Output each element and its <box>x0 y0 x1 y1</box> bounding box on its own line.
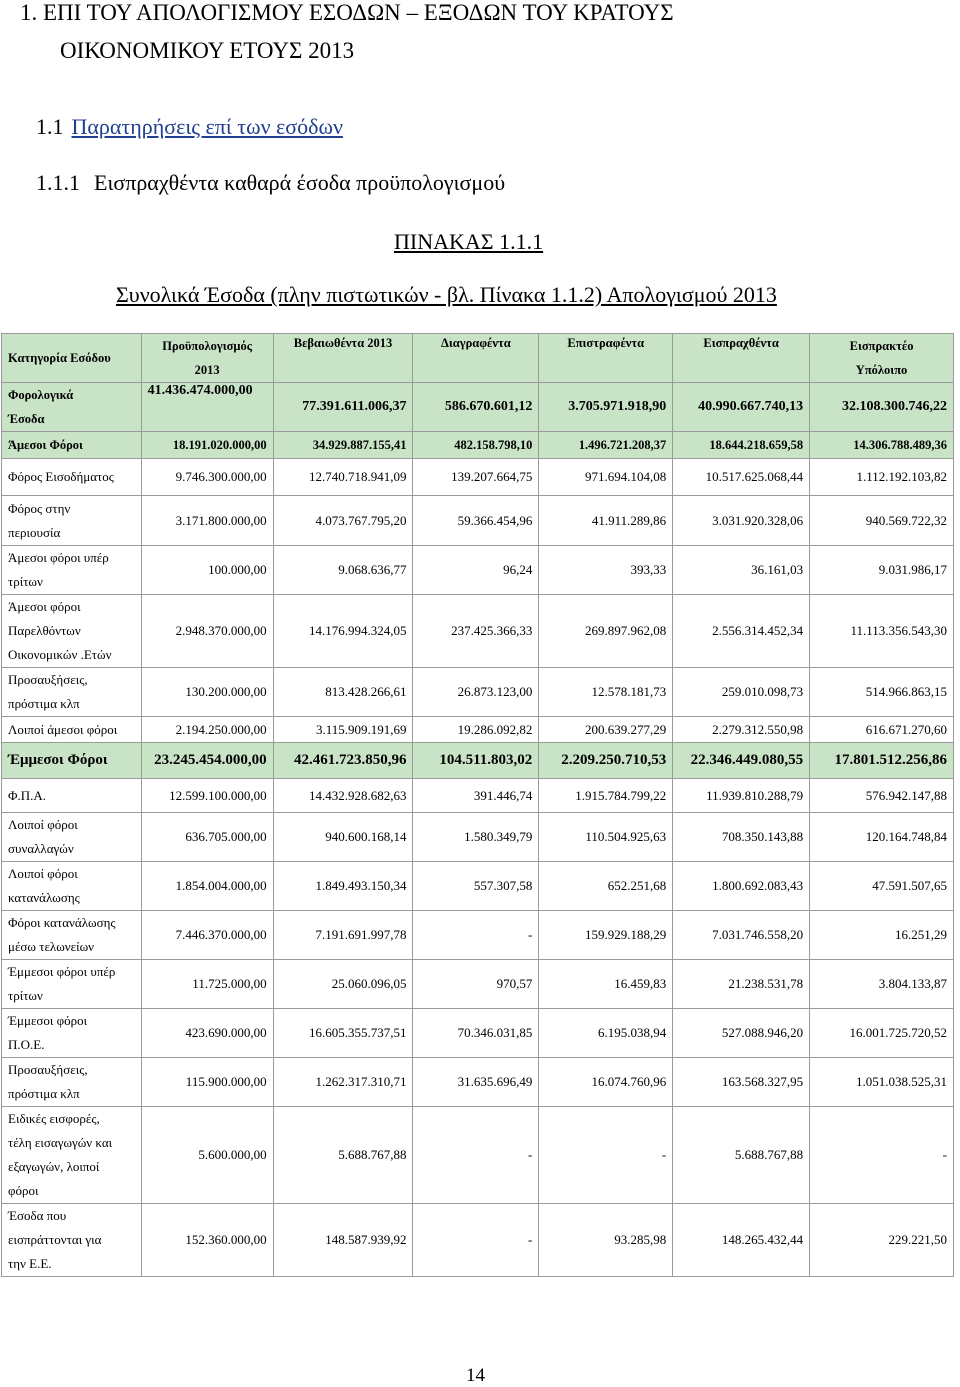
cell-collected: 163.568.327,95 <box>673 1058 810 1107</box>
cell-certified: 148.587.939,92 <box>273 1204 413 1277</box>
cell-refunded: 393,33 <box>539 546 673 595</box>
group-receivable: 14.306.788.489,36 <box>810 432 954 459</box>
table-row <box>2 546 954 595</box>
row-label <box>2 960 142 1009</box>
cell-certified: 12.740.718.941,09 <box>273 459 413 496</box>
row-label-line: τρίτων <box>8 574 43 589</box>
cell-certified: 14.176.994.324,05 <box>273 595 413 668</box>
total-label: Φορολογικά Έσοδα <box>2 383 142 432</box>
cell-deleted: 391.446,74 <box>413 779 539 813</box>
table-row <box>2 911 954 960</box>
cell-refunded: 1.915.784.799,22 <box>539 779 673 813</box>
row-label-line: Φ.Π.Α. <box>8 787 47 803</box>
cell-certified: 4.073.767.795,20 <box>273 496 413 546</box>
row-label <box>2 668 142 717</box>
row-label <box>2 911 142 960</box>
cell-budget: 2.194.250.000,00 <box>141 717 273 743</box>
group-collected: 18.644.218.659,58 <box>673 432 810 459</box>
cell-receivable: - <box>810 1107 954 1204</box>
cell-refunded: 269.897.962,08 <box>539 595 673 668</box>
cell-deleted: - <box>413 911 539 960</box>
cell-refunded: 110.504.925,63 <box>539 813 673 862</box>
group-deleted: 482.158.798,10 <box>413 432 539 459</box>
cell-collected: 21.238.531,78 <box>673 960 810 1009</box>
table-caption: ΠΙΝΑΚΑΣ 1.1.1 <box>394 229 544 254</box>
cell-refunded: - <box>539 1107 673 1204</box>
cell-certified: 1.849.493.150,34 <box>273 862 413 911</box>
row-label-line: Έμμεσοι φόροι <box>8 1013 88 1028</box>
row-label <box>2 1107 142 1204</box>
table-row <box>2 717 954 743</box>
row-label-line: φόροι <box>8 1183 39 1198</box>
cell-collected: 2.279.312.550,98 <box>673 717 810 743</box>
table-row <box>2 1009 954 1058</box>
cell-refunded: 12.578.181,73 <box>539 668 673 717</box>
cell-certified: 25.060.096,05 <box>273 960 413 1009</box>
row-label-line: Ειδικές εισφορές, <box>8 1111 100 1126</box>
cell-budget: 115.900.000,00 <box>141 1058 273 1107</box>
row-label-line: Λοιποί φόροι <box>8 866 78 881</box>
row-label-line: συναλλαγών <box>8 841 74 856</box>
cell-collected: 259.010.098,73 <box>673 668 810 717</box>
cell-certified: 14.432.928.682,63 <box>273 779 413 813</box>
group-deleted: 104.511.803,02 <box>413 743 539 779</box>
row-label-line: Λοιποί φόροι <box>8 817 78 832</box>
cell-refunded: 93.285,98 <box>539 1204 673 1277</box>
cell-deleted: 970,57 <box>413 960 539 1009</box>
row-label-line: Φόρος στην <box>8 500 71 516</box>
cell-receivable: 940.569.722,32 <box>810 496 954 546</box>
row-label <box>2 1009 142 1058</box>
cell-certified: 1.262.317.310,71 <box>273 1058 413 1107</box>
cell-certified: 7.191.691.997,78 <box>273 911 413 960</box>
section-title-line1: 1. ΕΠΙ ΤΟΥ ΑΠΟΛΟΓΙΣΜΟΥ ΕΣΟΔΩΝ – ΕΞΟΔΩΝ ΤΟΥ ΚΡΑΤΟΥΣ <box>20 0 674 25</box>
header-certified: Βεβαιωθέντα 2013 <box>273 334 413 383</box>
table-row <box>2 1107 954 1204</box>
row-label-line: Έμμεσοι φόροι υπέρ <box>8 964 116 979</box>
subsubsection-title: Εισπραχθέντα καθαρά έσοδα προϋπολογισμού <box>94 170 506 195</box>
row-label-line: Προσαυξήσεις, <box>8 1062 88 1077</box>
group-label: Έμμεσοι Φόροι <box>2 743 142 779</box>
cell-deleted: 70.346.031,85 <box>413 1009 539 1058</box>
cell-deleted: 59.366.454,96 <box>413 496 539 546</box>
cell-receivable: 47.591.507,65 <box>810 862 954 911</box>
row-label-line: Π.Ο.Ε. <box>8 1037 45 1052</box>
cell-certified: 9.068.636,77 <box>273 546 413 595</box>
cell-refunded: 16.074.760,96 <box>539 1058 673 1107</box>
page-number: 14 <box>466 1365 485 1386</box>
table-row <box>2 1204 954 1277</box>
cell-receivable: 576.942.147,88 <box>810 779 954 813</box>
cell-deleted: 139.207.664,75 <box>413 459 539 496</box>
row-label-line: Οικονομικών .Ετών <box>8 647 112 662</box>
group-label: Άμεσοι Φόροι <box>2 432 142 459</box>
cell-certified: 5.688.767,88 <box>273 1107 413 1204</box>
cell-budget: 130.200.000,00 <box>141 668 273 717</box>
group-certified: 34.929.887.155,41 <box>273 432 413 459</box>
cell-collected: 708.350.143,88 <box>673 813 810 862</box>
cell-collected: 10.517.625.068,44 <box>673 459 810 496</box>
cell-certified: 16.605.355.737,51 <box>273 1009 413 1058</box>
cell-deleted: 26.873.123,00 <box>413 668 539 717</box>
cell-receivable: 3.804.133,87 <box>810 960 954 1009</box>
row-label-line: πρόστιμα κλπ <box>8 696 80 711</box>
cell-budget: 636.705.000,00 <box>141 813 273 862</box>
cell-receivable: 229.221,50 <box>810 1204 954 1277</box>
cell-certified: 940.600.168,14 <box>273 813 413 862</box>
cell-collected: 7.031.746.558,20 <box>673 911 810 960</box>
row-label <box>2 1058 142 1107</box>
group-refunded: 2.209.250.710,53 <box>539 743 673 779</box>
table-row <box>2 813 954 862</box>
cell-budget: 12.599.100.000,00 <box>141 779 273 813</box>
cell-deleted: 96,24 <box>413 546 539 595</box>
table-row <box>2 496 954 546</box>
row-label-line: τέλη εισαγωγών και <box>8 1135 113 1150</box>
row-label-line: Λοιποί άμεσοι φόροι <box>8 721 118 737</box>
row-label-line: εξαγωγών, λοιποί <box>8 1159 100 1174</box>
row-label <box>2 459 142 496</box>
cell-budget: 2.948.370.000,00 <box>141 595 273 668</box>
row-label-line: Έσοδα που <box>8 1208 67 1223</box>
cell-receivable: 616.671.270,60 <box>810 717 954 743</box>
table-row <box>2 862 954 911</box>
header-collected: Εισπραχθέντα <box>673 334 810 383</box>
cell-collected: 11.939.810.288,79 <box>673 779 810 813</box>
cell-budget: 1.854.004.000,00 <box>141 862 273 911</box>
cell-deleted: 237.425.366,33 <box>413 595 539 668</box>
table-subtitle: Συνολικά Έσοδα (πλην πιστωτικών - βλ. Πίνακα 1.1.2) Απολογισμού 2013 <box>116 282 777 307</box>
cell-budget: 152.360.000,00 <box>141 1204 273 1277</box>
cell-receivable: 11.113.356.543,30 <box>810 595 954 668</box>
cell-refunded: 200.639.277,29 <box>539 717 673 743</box>
cell-budget: 3.171.800.000,00 <box>141 496 273 546</box>
subsubsection-number: 1.1.1 <box>36 170 80 195</box>
row-label <box>2 595 142 668</box>
cell-deleted: - <box>413 1204 539 1277</box>
cell-receivable: 9.031.986,17 <box>810 546 954 595</box>
cell-receivable: 120.164.748,84 <box>810 813 954 862</box>
cell-collected: 3.031.920.328,06 <box>673 496 810 546</box>
subsubsection-heading <box>36 170 505 196</box>
row-label-line: την Ε.Ε. <box>8 1256 52 1271</box>
row-label <box>2 1204 142 1277</box>
total-certified: 77.391.611.006,37 <box>273 383 413 432</box>
group-certified: 42.461.723.850,96 <box>273 743 413 779</box>
header-budget: Προϋπολογισμός 2013 <box>141 334 273 383</box>
cell-refunded: 971.694.104,08 <box>539 459 673 496</box>
total-budget: 41.436.474.000,00 <box>141 383 273 432</box>
row-label <box>2 813 142 862</box>
cell-deleted: 1.580.349,79 <box>413 813 539 862</box>
subsection-heading <box>36 114 343 140</box>
table-row <box>2 595 954 668</box>
indirect-taxes-row <box>2 743 954 779</box>
table-row <box>2 1058 954 1107</box>
total-receivable: 32.108.300.746,22 <box>810 383 954 432</box>
cell-receivable: 1.051.038.525,31 <box>810 1058 954 1107</box>
cell-budget: 11.725.000,00 <box>141 960 273 1009</box>
cell-collected: 1.800.692.083,43 <box>673 862 810 911</box>
cell-budget: 9.746.300.000,00 <box>141 459 273 496</box>
table-row <box>2 960 954 1009</box>
row-label-line: Άμεσοι φόροι <box>8 599 81 614</box>
total-collected: 40.990.667.740,13 <box>673 383 810 432</box>
row-label-line: Παρελθόντων <box>8 623 81 638</box>
cell-receivable: 16.251,29 <box>810 911 954 960</box>
cell-refunded: 159.929.188,29 <box>539 911 673 960</box>
row-label-line: κατανάλωσης <box>8 890 80 905</box>
table-row <box>2 779 954 813</box>
group-budget: 18.191.020.000,00 <box>141 432 273 459</box>
cell-collected: 148.265.432,44 <box>673 1204 810 1277</box>
row-label-line: Φόρος Εισοδήματος <box>8 469 114 484</box>
cell-deleted: 19.286.092,82 <box>413 717 539 743</box>
cell-collected: 5.688.767,88 <box>673 1107 810 1204</box>
tax-revenue-total-row <box>2 383 954 432</box>
cell-refunded: 652.251,68 <box>539 862 673 911</box>
revenue-table <box>1 333 954 1277</box>
row-label-line: Φόροι κατανάλωσης <box>8 915 116 930</box>
group-budget: 23.245.454.000,00 <box>141 743 273 779</box>
table-row <box>2 668 954 717</box>
total-refunded: 3.705.971.918,90 <box>539 383 673 432</box>
total-deleted: 586.670.601,12 <box>413 383 539 432</box>
header-deleted: Διαγραφέντα <box>413 334 539 383</box>
cell-refunded: 16.459,83 <box>539 960 673 1009</box>
cell-budget: 423.690.000,00 <box>141 1009 273 1058</box>
cell-deleted: 31.635.696,49 <box>413 1058 539 1107</box>
group-collected: 22.346.449.080,55 <box>673 743 810 779</box>
cell-receivable: 16.001.725.720,52 <box>810 1009 954 1058</box>
cell-collected: 36.161,03 <box>673 546 810 595</box>
cell-budget: 7.446.370.000,00 <box>141 911 273 960</box>
cell-budget: 100.000,00 <box>141 546 273 595</box>
cell-receivable: 1.112.192.103,82 <box>810 459 954 496</box>
cell-deleted: 557.307,58 <box>413 862 539 911</box>
row-label <box>2 862 142 911</box>
row-label-line: μέσω τελωνείων <box>8 939 95 954</box>
row-label-line: τρίτων <box>8 988 43 1003</box>
row-label <box>2 546 142 595</box>
row-label-line: εισπράττονται για <box>8 1232 102 1247</box>
row-label-line: περιουσία <box>8 524 61 540</box>
cell-collected: 527.088.946,20 <box>673 1009 810 1058</box>
header-category: Κατηγορία Εσόδου <box>2 334 142 383</box>
direct-taxes-row <box>2 432 954 459</box>
group-receivable: 17.801.512.256,86 <box>810 743 954 779</box>
table-header-row <box>2 334 954 383</box>
cell-refunded: 6.195.038,94 <box>539 1009 673 1058</box>
row-label-line: Άμεσοι φόροι υπέρ <box>8 550 109 565</box>
section-title-line2: ΟΙΚΟΝΟΜΙΚΟΥ ΕΤΟΥΣ 2013 <box>60 38 355 63</box>
row-label-line: Προσαυξήσεις, <box>8 672 88 687</box>
header-refunded: Επιστραφέντα <box>539 334 673 383</box>
header-receivable: Εισπρακτέο Υπόλοιπο <box>810 334 954 383</box>
cell-budget: 5.600.000,00 <box>141 1107 273 1204</box>
row-label-line: πρόστιμα κλπ <box>8 1086 80 1101</box>
row-label <box>2 779 142 813</box>
cell-deleted: - <box>413 1107 539 1204</box>
cell-certified: 813.428.266,61 <box>273 668 413 717</box>
cell-refunded: 41.911.289,86 <box>539 496 673 546</box>
cell-collected: 2.556.314.452,34 <box>673 595 810 668</box>
row-label <box>2 717 142 743</box>
table-row <box>2 459 954 496</box>
subsection-number: 1.1 <box>36 114 64 139</box>
row-label <box>2 496 142 546</box>
group-refunded: 1.496.721.208,37 <box>539 432 673 459</box>
cell-receivable: 514.966.863,15 <box>810 668 954 717</box>
cell-certified: 3.115.909.191,69 <box>273 717 413 743</box>
subsection-title: Παρατηρήσεις επί των εσόδων <box>71 114 343 139</box>
